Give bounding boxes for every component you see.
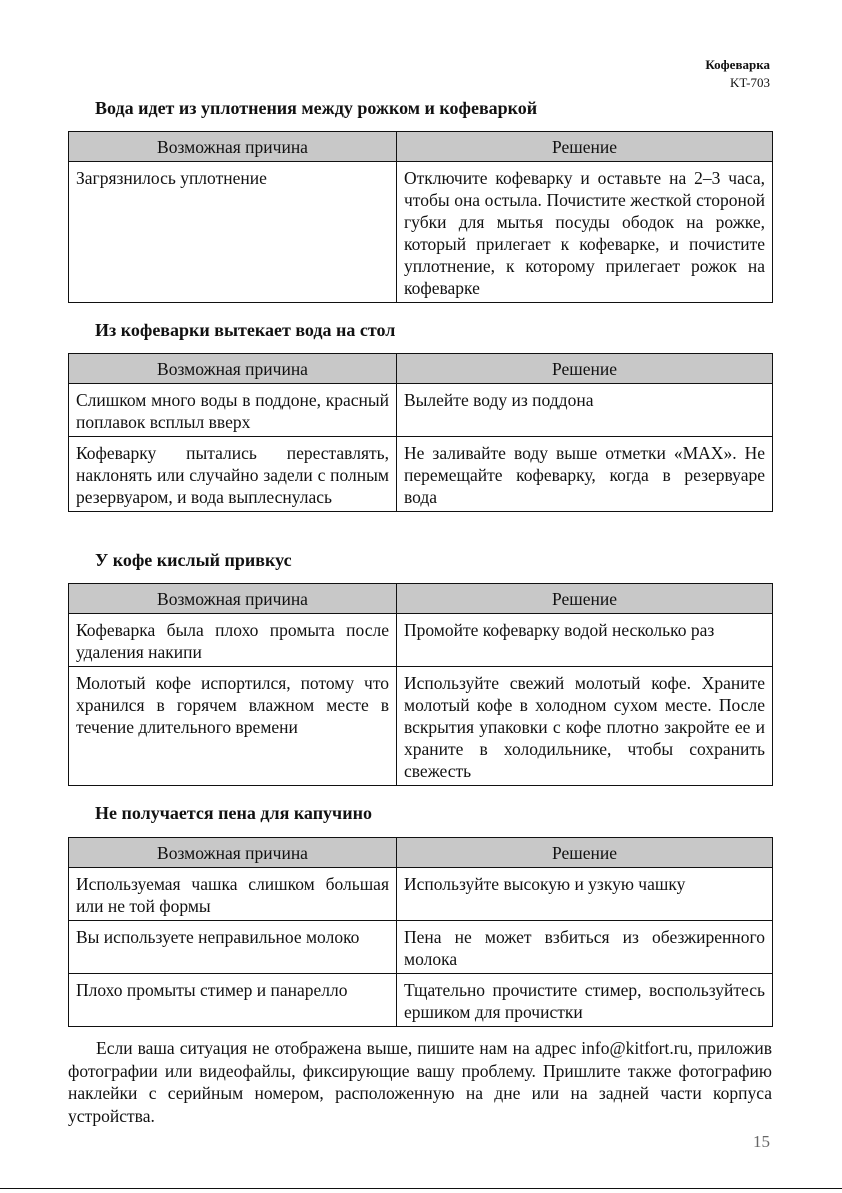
page-bottom-rule [0,1188,842,1189]
column-header-cause: Возможная причина [69,584,397,614]
troubleshooting-table [68,837,773,1027]
troubleshooting-table [68,353,773,512]
table-row [69,384,773,437]
table-row [69,614,773,667]
contact-paragraph: Если ваша ситуация не отображена выше, пишите нам на адрес info@kitfort.ru, приложив фотографии или видеофайлы, фиксирующие вашу проблему. Пришлите также фотографию наклейки с серийным номером, расположенную на дне или на задней части корпуса устройства. [68,1038,772,1126]
table-header-row [69,132,773,162]
cause-cell: Загрязнилось уплотнение [69,162,397,303]
cause-cell: Слишком много воды в поддоне, красный поплавок всплыл вверх [69,384,397,437]
solution-cell: Вылейте воду из поддона [397,384,773,437]
model-number: KT-703 [730,75,770,90]
troubleshooting-table [68,583,773,786]
column-header-cause: Возможная причина [69,838,397,868]
solution-cell: Используйте высокую и узкую чашку [397,868,773,921]
cause-cell: Используемая чашка слишком большая или не той формы [69,868,397,921]
column-header-solution: Решение [397,132,773,162]
section-title: У кофе кислый привкус [95,550,292,570]
solution-cell: Тщательно прочистите стимер, воспользуйтесь ершиком для прочистки [397,974,773,1027]
cause-cell: Вы используете неправильное молоко [69,921,397,974]
column-header-solution: Решение [397,838,773,868]
column-header-cause: Возможная причина [69,132,397,162]
page-number: 15 [753,1132,770,1151]
section-title: Из кофеварки вытекает вода на стол [95,320,396,340]
cause-cell: Молотый кофе испортился, потому что хранился в горячем влажном месте в течение длительного времени [69,667,397,786]
table-row [69,667,773,786]
cause-cell: Плохо промыты стимер и панарелло [69,974,397,1027]
troubleshooting-table [68,131,773,303]
table-row [69,921,773,974]
column-header-solution: Решение [397,354,773,384]
table-header-row [69,354,773,384]
table-header-row [69,584,773,614]
table-row [69,868,773,921]
section-title: Вода идет из уплотнения между рожком и кофеваркой [95,98,538,118]
brand-name: Кофеварка [705,57,770,72]
cause-cell: Кофеварка была плохо промыта после удаления накипи [69,614,397,667]
solution-cell: Используйте свежий молотый кофе. Храните молотый кофе в холодном сухом месте. После вскрытия упаковки с кофе плотно закройте ее и храните в холодильнике, чтобы сохранить свежесть [397,667,773,786]
table-row [69,162,773,303]
column-header-cause: Возможная причина [69,354,397,384]
solution-cell: Пена не может взбиться из обезжиренного молока [397,921,773,974]
solution-cell: Не заливайте воду выше отметки «MAX». Не перемещайте кофеварку, когда в резервуаре вода [397,437,773,512]
table-row [69,974,773,1027]
table-header-row [69,838,773,868]
section-title: Не получается пена для капучино [95,803,372,823]
column-header-solution: Решение [397,584,773,614]
cause-cell: Кофеварку пытались переставлять, наклонять или случайно задели с полным резервуаром, и вода выплеснулась [69,437,397,512]
solution-cell: Промойте кофеварку водой несколько раз [397,614,773,667]
page-header [705,56,770,92]
solution-cell: Отключите кофеварку и оставьте на 2–3 часа, чтобы она остыла. Почистите жесткой стороной губки для мытья посуды ободок на рожке, который прилегает к кофеварке, и почистите уплотнение, к которому прилегает рожок на кофеварке [397,162,773,303]
table-row [69,437,773,512]
